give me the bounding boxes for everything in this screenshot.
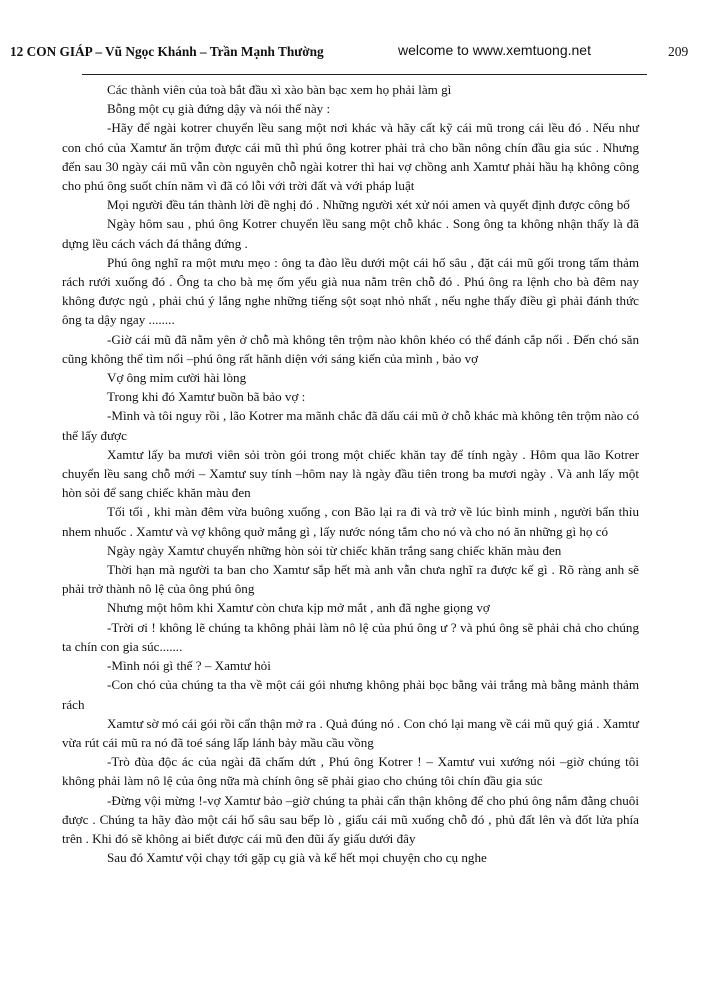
paragraph: Sau đó Xamtư vội chạy tới gặp cụ già và kể hết mọi chuyện cho cụ nghe [107,850,487,866]
paragraph: Vợ ông mỉm cười hài lòng [107,370,247,386]
paragraph: -Mình nói gì thế ? – Xamtư hỏi [107,658,271,674]
paragraph: Các thành viên của toà bắt đầu xì xào bàn bạc xem họ phải làm gì [107,82,452,97]
page-header [0,42,702,66]
paragraph: -Giờ cái mũ đã nằm yên ở chỗ mà không tên trộm nào khôn khéo có thể đánh cắp nổi . Đến chó săn cũng không thể tìm nổi –phú ông rất hãnh diện với sáng kiến của mình , bảo vợ [62,331,639,366]
paragraph: Nhưng một hôm khi Xamtư còn chưa kịp mở mắt , anh đã nghe giọng vợ [107,600,490,616]
paragraph: Mọi người đều tán thành lời đề nghị đó . Những người xét xử nói amen và quyết định được công bố [107,197,630,213]
book-title: 12 CON GIÁP – Vũ Ngọc Khánh – Trần Mạnh Thường [10,44,324,59]
paragraph: Phú ông nghĩ ra một mưu mẹo : ông ta đào lều dưới một cái hố sâu , đặt cái mũ gối trong tấm thảm rách rưới xuống đó . Ông ta cho bà mẹ ốm yếu già nua nằm trên chỗ đó . Phú ông ra lệnh cho bà đêm nay không được ngủ , phải chú ý lắng nghe những tiếng sột soạt nhỏ nhất , nếu nghe thấy điều gì phải đánh thức ông ta dậy ngay ........ [62,254,639,328]
paragraph: Xamtư lấy ba mươi viên sỏi tròn gói trong một chiếc khăn tay để tính ngày . Hôm qua lão Kotrer chuyển lều sang chỗ mới – Xamtư suy tính –hôm nay là ngày đầu tiên trong ba mươi ngày . Và anh lấy một hòn sỏi để sang chiếc khăn màu đen [62,446,639,501]
paragraph: Xamtư sờ mó cái gói rồi cẩn thận mở ra . Quả đúng nó . Con chó lại mang về cái mũ quý giá . Xamtư vừa rút cái mũ ra nó đã toé sáng lấp lánh bảy mầu cầu vồng [62,715,639,750]
paragraph: Bỗng một cụ già đứng dậy và nói thế này : [107,101,331,117]
website-link[interactable]: welcome to www.xemtuong.net [398,42,591,58]
paragraph: Ngày hôm sau , phú ông Kotrer chuyển lều sang một chỗ khác . Song ông ta không nhận thấy là đã dựng lều cách vách đá thẳng đứng . [62,216,639,251]
header-divider [82,74,647,75]
paragraph: -Đừng vội mừng !-vợ Xamtư bảo –giờ chúng ta phải cẩn thận không để cho phú ông nắm đằng chuôi được . Chúng ta hãy đào một cái hố sâu sau bếp lò , giấu cái mũ xuống chỗ đó , phủ đất lên và đốt lửa phía trên . Khi đó sẽ không ai biết được cái mũ đen đũi ấy giấu dưới đây [62,792,639,846]
paragraph: -Trời ơi ! không lẽ chúng ta không phải làm nô lệ của phú ông ư ? và phú ông sẽ phải chả cho chúng ta chín con gia súc....... [62,619,639,654]
paragraph: Tối tối , khi màn đêm vừa buông xuống , con Bão lại ra đi và trở về lúc bình minh , người bẩn thỉu nhem nhuốc . Xamtư và vợ không quở mắng gì , lấy nước nóng tắm cho nó và cho nó ăn những gì họ có [62,504,639,539]
page-number: 209 [668,44,689,59]
paragraph: -Con chó của chúng ta tha về một cái gói nhưng không phải bọc bằng vải trắng mà bằng mảnh thảm rách [62,677,639,712]
body-text [62,80,639,867]
paragraph: -Trò đùa độc ác của ngài đã chấm dứt , Phú ông Kotrer ! – Xamtư vui xướng nói –giờ chúng tôi không phải làm nô lệ của ông nữa mà chính ông sẽ phải giao cho chúng tôi chín đầu gia súc [62,754,639,789]
paragraph: Ngày ngày Xamtư chuyển những hòn sỏi từ chiếc khăn trắng sang chiếc khăn màu đen [107,542,562,558]
paragraph: Trong khi đó Xamtư buồn bã bảo vợ : [107,389,306,405]
paragraph: -Mình và tôi nguy rồi , lão Kotrer ma mãnh chắc đã dấu cái mũ ở chỗ khác mà không tên trộm nào có thể lấy được [62,408,639,443]
paragraph: -Hãy để ngài kotrer chuyển lều sang một nơi khác và hãy cất kỹ cái mũ trong cái lều đó . Nếu như con chó của Xamtư ăn trộm được cái mũ thì phú ông kotrer phải trả cho bần nông chín đầu gia súc . Nhưng đến sau 30 ngày cái mũ vẫn còn nguyên chỗ ngài kotrer thì hai vợ chồng anh Xamtư phải hầu hạ không công cho phú ông suốt chín năm vì đã có lỗi với trời đất và với pháp luật [62,120,639,194]
paragraph: Thời hạn mà người ta ban cho Xamtư sắp hết mà anh vẫn chưa nghĩ ra được kế gì . Rõ ràng anh sẽ phải trở thành nô lệ của ông phú ông [62,562,639,597]
